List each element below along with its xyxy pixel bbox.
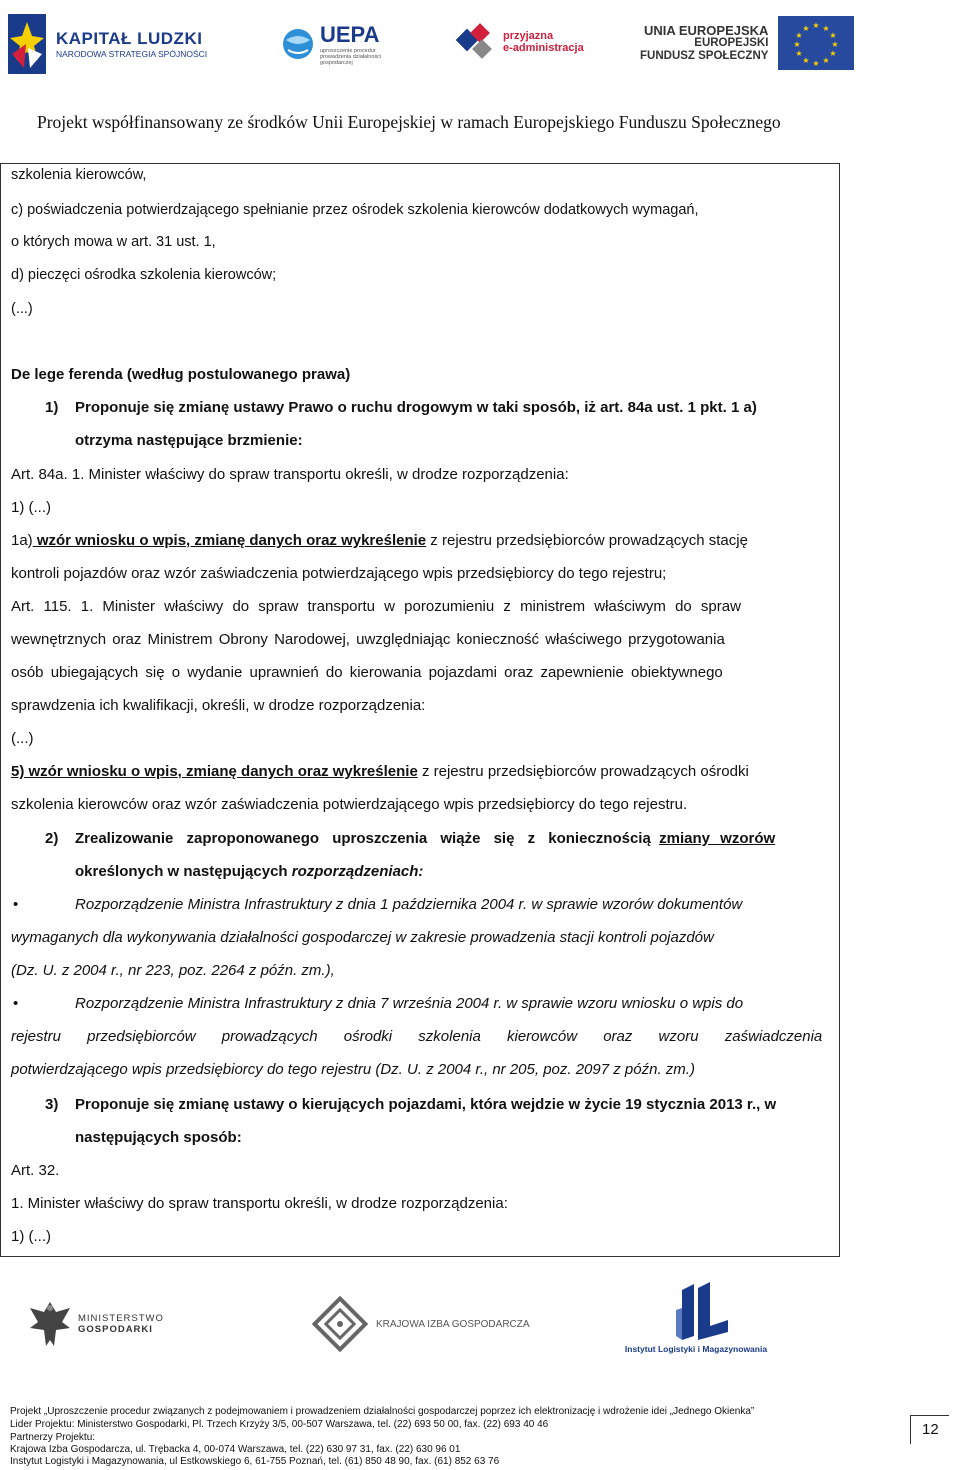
uepa-sub-2: prowadzenia działalności bbox=[320, 54, 382, 60]
text-line: Proponuje się zmianę ustawy Prawo o ruchu drogowym w taki sposób, iż art. 84a ust. 1 pkt. 1 a) bbox=[75, 399, 757, 416]
svg-text:★: ★ bbox=[831, 40, 840, 49]
underlined-span: 5) wzór wniosku o wpis, zmianę danych oraz wykreślenie bbox=[11, 763, 418, 780]
list-number: 2) bbox=[45, 830, 59, 847]
text-line: 1. Minister właściwy do spraw transportu określi, w drodze rozporządzenia: bbox=[11, 1195, 508, 1212]
uepa-sub-3: gospodarczej bbox=[320, 60, 353, 66]
text-line: wewnętrznych oraz Ministrem Obrony Narodowej, uwzględniając konieczność właściwego przygotowania bbox=[11, 631, 725, 648]
pea-line-2: e-administracja bbox=[503, 42, 584, 54]
svg-text:★: ★ bbox=[793, 40, 802, 49]
unia-europejska-logo bbox=[640, 16, 854, 70]
kapital-ludzki-subtitle: NARODOWA STRATEGIA SPÓJNOŚCI bbox=[56, 49, 208, 59]
text-line: (Dz. U. z 2004 r., nr 223, poz. 2264 z późn. zm.), bbox=[11, 962, 335, 979]
text-span: Art. 115. 1. Minister właściwy do spraw transportu w porozumieniu z ministrem właściwym do spraw bbox=[11, 598, 741, 615]
svg-text:★: ★ bbox=[829, 49, 838, 58]
text-line bbox=[11, 1028, 823, 1046]
ue-line-1: UNIA EUROPEJSKA bbox=[643, 22, 769, 38]
text-line: następujących sposób: bbox=[75, 1129, 242, 1146]
svg-text:★: ★ bbox=[822, 24, 831, 33]
text-line: Proponuje się zmianę ustawy o kierujących pojazdami, która wejdzie w życie 19 stycznia 2013 r., w bbox=[75, 1096, 777, 1113]
text-line: szkolenia kierowców oraz wzór zaświadczenia potwierdzającego wpis przedsiębiorcy do tego rejestru. bbox=[11, 796, 688, 813]
text-line: szkolenia kierowców, bbox=[11, 167, 147, 183]
text-line bbox=[11, 763, 749, 781]
underlined-span: zmiany wzorów bbox=[659, 830, 776, 847]
text-line: 1) (...) bbox=[11, 499, 51, 516]
text-line: Art. 84a. 1. Minister właściwy do spraw transportu określi, w drodze rozporządzenia: bbox=[11, 466, 569, 483]
text-span: z rejestru przedsiębiorców prowadzących ośrodki bbox=[417, 763, 749, 780]
svg-text:★: ★ bbox=[812, 21, 821, 30]
text-span: z rejestru przedsiębiorców prowadzących stację bbox=[426, 532, 748, 549]
text-line: d) pieczęci ośrodka szkolenia kierowców; bbox=[11, 267, 277, 283]
bullet-icon: • bbox=[13, 995, 19, 1012]
puzzle-icon bbox=[455, 20, 499, 64]
text-line: o których mowa w art. 31 ust. 1, bbox=[11, 234, 216, 250]
bullet-icon: • bbox=[13, 896, 19, 913]
svg-text:★: ★ bbox=[822, 56, 831, 65]
kapital-ludzki-logo bbox=[8, 14, 207, 74]
text-line: sprawdzenia ich kwalifikacji, określi, w drodze rozporządzenia: bbox=[11, 697, 426, 714]
kapital-ludzki-star-icon bbox=[8, 14, 46, 74]
eu-flag-icon bbox=[778, 16, 854, 70]
svg-text:★: ★ bbox=[802, 24, 811, 33]
footer-line: Lider Projektu: Ministerstwo Gospodarki, Pl. Trzech Krzyży 3/5, 00-507 Warszawa, tel. (22) 693 50 00, fax. (22) 693 40 46 bbox=[10, 1419, 549, 1430]
text-line: potwierdzającego wpis przedsiębiorcy do tego rejestru (Dz. U. z 2004 r., nr 205, poz. 2097 z późn. zm.) bbox=[11, 1061, 695, 1078]
svg-text:★: ★ bbox=[802, 56, 811, 65]
footer-line: Projekt „Uproszczenie procedur związanych z podejmowaniem i prowadzeniem działalności gospodarczej poprzez ich elektronizację i wdrożenie idei „Jednego Okienka” bbox=[10, 1406, 755, 1417]
svg-text:★: ★ bbox=[812, 59, 821, 68]
uepa-logo bbox=[280, 22, 381, 66]
uepa-title: UEPA bbox=[320, 22, 380, 47]
text-span: Zrealizowanie zaproponowanego uproszczenia wiąże się z koniecznością bbox=[75, 830, 651, 847]
przyjazna-e-administracja-logo bbox=[455, 20, 584, 64]
ilim-logo bbox=[616, 1280, 776, 1360]
footer-line: Krajowa Izba Gospodarcza, ul. Trębacka 4, 00-074 Warszawa, tel. (22) 630 97 31, fax. (22) 630 96 01 bbox=[10, 1444, 461, 1455]
uepa-globe-icon bbox=[280, 26, 316, 62]
uepa-sub-1: uproszczenie procedur bbox=[320, 48, 376, 54]
kapital-ludzki-title: KAPITAŁ LUDZKI bbox=[56, 29, 203, 48]
ilim-name: Instytut Logistyki i Magazynowania bbox=[624, 1344, 768, 1354]
underlined-span: wzór wniosku o wpis, zmianę danych oraz wykreślenie bbox=[32, 532, 427, 549]
text-line: (...) bbox=[11, 730, 34, 747]
kig-logo bbox=[312, 1296, 530, 1352]
italic-span: rozporządzeniach: bbox=[291, 863, 424, 880]
ministerstwo-gospodarki-logo bbox=[26, 1298, 164, 1350]
text-line: kontroli pojazdów oraz wzór zaświadczenia potwierdzającego wpis przedsiębiorcy do tego rejestru; bbox=[11, 565, 667, 582]
text-span: 1a) bbox=[11, 532, 33, 549]
list-number: 1) bbox=[45, 399, 59, 416]
text-line bbox=[75, 830, 775, 848]
page-number: 12 bbox=[922, 1421, 939, 1438]
svg-text:★: ★ bbox=[795, 49, 804, 58]
text-span: c) poświadczenia potwierdzającego spełnianie przez ośrodek szkolenia kierowców dodatkowych wymagań, bbox=[11, 202, 699, 218]
text-line: otrzyma następujące brzmienie: bbox=[75, 432, 303, 449]
text-line: Rozporządzenie Ministra Infrastruktury z dnia 7 września 2004 r. w sprawie wzoru wniosku o wpis do bbox=[75, 995, 744, 1012]
kig-emblem-icon bbox=[312, 1296, 368, 1352]
text-line bbox=[11, 598, 819, 616]
ilim-mark-icon bbox=[616, 1280, 776, 1344]
section-heading: De lege ferenda (według postulowanego prawa) bbox=[11, 366, 351, 383]
mg-line-1: MINISTERSTWO bbox=[78, 1313, 164, 1324]
ue-line-2: EUROPEJSKI bbox=[694, 36, 769, 49]
mg-line-2: GOSPODARKI bbox=[78, 1324, 153, 1335]
footer-line: Instytut Logistyki i Magazynowania, ul Estkowskiego 6, 61-755 Poznań, tel. (61) 850 48 90, fax. (61) 852 63 76 bbox=[10, 1456, 500, 1467]
footer-line: Partnerzy Projektu: bbox=[10, 1432, 96, 1443]
list-number: 3) bbox=[45, 1096, 59, 1113]
svg-text:★: ★ bbox=[829, 31, 838, 40]
text-line bbox=[11, 201, 819, 219]
project-cofinancing-line: Projekt współfinansowany ze środków Unii Europejskiej w ramach Europejskiego Funduszu Społecznego bbox=[37, 112, 781, 132]
text-span: rejestru przedsiębiorców prowadzących ośrodki szkolenia kierowców oraz wzoru zaświadczenia bbox=[11, 1028, 823, 1045]
text-line: (...) bbox=[11, 301, 33, 317]
svg-text:★: ★ bbox=[795, 31, 804, 40]
ue-line-3: FUNDUSZ SPOŁECZNY bbox=[640, 49, 769, 62]
text-line: Rozporządzenie Ministra Infrastruktury z dnia 1 października 2004 r. w sprawie wzorów dokumentów bbox=[75, 896, 743, 913]
text-line bbox=[75, 863, 423, 881]
text-span: określonych w następujących bbox=[75, 863, 292, 880]
pea-line-1: przyjazna bbox=[503, 30, 554, 42]
eagle-icon bbox=[26, 1298, 74, 1350]
text-line: Art. 32. bbox=[11, 1162, 60, 1179]
kig-name: KRAJOWA IZBA GOSPODARCZA bbox=[376, 1318, 530, 1330]
text-line bbox=[11, 532, 748, 550]
text-line: wymaganych dla wykonywania działalności gospodarczej w zakresie prowadzenia stacji kontroli pojazdów bbox=[11, 929, 714, 946]
text-line: osób ubiegających się o wydanie uprawnień do kierowania pojazdami oraz zapewnienie obiektywnego bbox=[11, 664, 723, 681]
text-line: 1) (...) bbox=[11, 1228, 51, 1245]
